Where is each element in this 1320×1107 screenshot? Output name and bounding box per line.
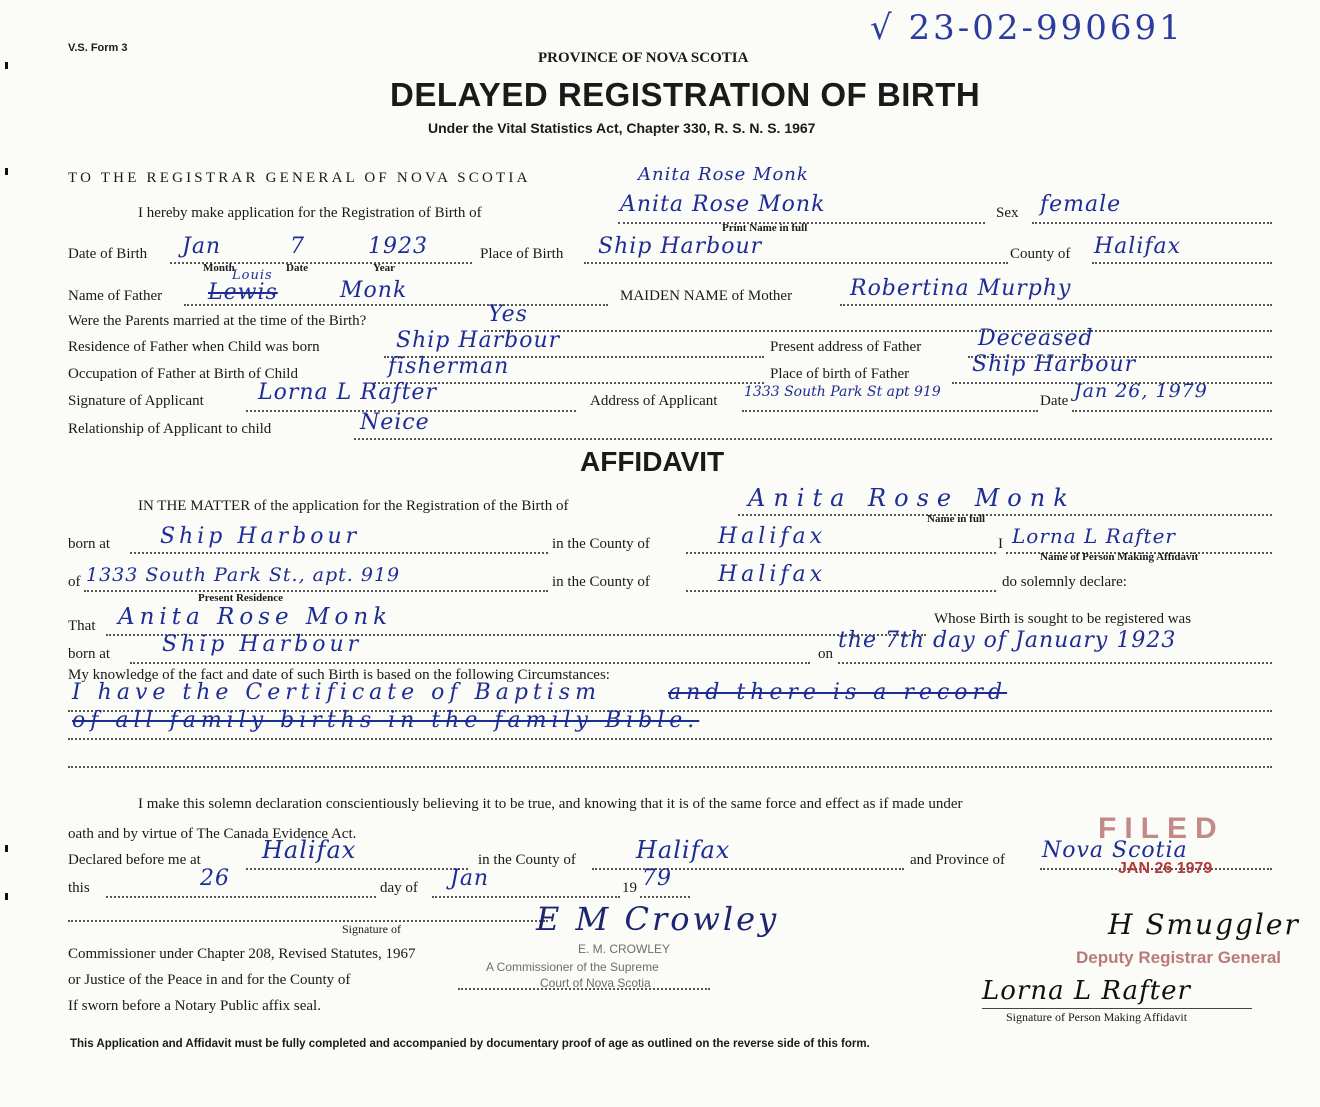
footer-note: This Application and Affidavit must be fully completed and accompanied by documentary proof of age as outlined on the reverse side of this form. — [70, 1038, 870, 1050]
dob-year: 1923 — [368, 234, 428, 259]
on-label: on — [818, 646, 833, 662]
month-line — [432, 896, 620, 898]
born-at-line-2 — [130, 662, 810, 664]
born-at-label: born at — [68, 536, 111, 552]
place-birth-label: Place of Birth — [480, 246, 564, 262]
to-registrar-line: TO THE REGISTRAR GENERAL OF NOVA SCOTIA — [68, 170, 531, 186]
printed-name: Anita Rose Monk — [638, 164, 809, 185]
circumstances-line-2 — [68, 738, 1272, 740]
person-caption: Name of Person Making Affidavit — [1040, 551, 1199, 563]
born-at-value-2: Ship Harbour — [162, 632, 363, 657]
print-name-caption: Print Name in full — [722, 222, 808, 234]
declared-at-line — [246, 868, 468, 870]
in-county-label: in the County of — [552, 536, 650, 552]
solemn-declaration-2: oath and by virtue of The Canada Evidence Act. — [68, 826, 357, 842]
married-line — [484, 330, 1272, 332]
that-name: Anita Rose Monk — [118, 604, 393, 630]
father-surname: Monk — [340, 278, 408, 303]
dob-month: Jan — [182, 234, 222, 259]
affidavit-child-name: Anita Rose Monk — [748, 484, 1076, 512]
affiant-caption: Signature of Person Making Affidavit — [1006, 1010, 1188, 1024]
father-label: Name of Father — [68, 288, 163, 304]
circumstances-struck-1: and there is a record — [668, 680, 1008, 705]
application-date: Jan 26, 1979 — [1074, 380, 1208, 402]
present-address-value: Deceased — [978, 326, 1094, 351]
present-address-label: Present address of Father — [770, 339, 922, 355]
signature-of-line — [68, 920, 548, 922]
margin-mark — [5, 845, 8, 852]
address-applicant-label: Address of Applicant — [590, 393, 718, 409]
registrar-signature: H Smuggler — [1108, 908, 1300, 941]
solemn-declaration-1: I make this solemn declaration conscientiously believing it to be true, and knowing that it is of the same force and effect as if made under — [138, 796, 963, 812]
dob-day: 7 — [290, 234, 305, 259]
knowledge-label: My knowledge of the fact and date of such Birth is based on the following Circumstances: — [68, 667, 610, 683]
circumstances-line-3 — [68, 766, 1272, 768]
residence-father-label: Residence of Father when Child was born — [68, 339, 320, 355]
date-line — [1072, 410, 1272, 412]
form-id: V.S. Form 3 — [68, 42, 128, 54]
year-prefix: 19 — [622, 880, 637, 896]
name-in-full-caption: Name in full — [927, 513, 986, 525]
address-applicant-line — [742, 410, 1038, 412]
born-at-label-2: born at — [68, 646, 111, 662]
page-title: DELAYED REGISTRATION OF BIRTH — [390, 76, 981, 113]
year-line — [640, 896, 690, 898]
margin-mark — [5, 62, 8, 69]
notary-label: If sworn before a Notary Public affix seal. — [68, 998, 321, 1014]
place-birth-value: Ship Harbour — [598, 234, 763, 259]
margin-mark — [5, 168, 8, 175]
dob-label: Date of Birth — [68, 246, 148, 262]
sex-label: Sex — [996, 205, 1019, 221]
declared-month: Jan — [450, 866, 490, 891]
declared-county-value: Halifax — [636, 836, 731, 864]
relationship-value: Neice — [360, 410, 430, 435]
commissioner-signature: E M Crowley — [536, 900, 780, 938]
affiant-name: Lorna L Rafter — [1012, 524, 1176, 548]
stamp-line-2: Court of Nova Scotia — [540, 976, 651, 990]
year-caption: Year — [373, 262, 395, 274]
file-number: √ 23-02-990691 — [870, 8, 1184, 48]
signature-of-label: Signature of — [342, 922, 401, 936]
place-birth-father-value: Ship Harbour — [972, 352, 1137, 377]
present-residence-caption: Present Residence — [198, 592, 284, 604]
affiant-residence: 1333 South Park St., apt. 919 — [86, 564, 401, 586]
declared-year: 79 — [642, 866, 672, 891]
relationship-label: Relationship of Applicant to child — [68, 421, 272, 437]
of-label: of — [68, 574, 81, 590]
month-caption: Month — [203, 262, 235, 274]
filed-stamp: FILED — [1098, 812, 1225, 845]
registrar-title: Deputy Registrar General — [1076, 948, 1282, 967]
this-label: this — [68, 880, 90, 896]
married-value: Yes — [488, 302, 528, 327]
relationship-line — [354, 438, 1272, 440]
application-statement: I hereby make application for the Registration of Birth of — [138, 205, 482, 221]
on-date-line — [838, 662, 1272, 664]
province-label: and Province of — [910, 852, 1005, 868]
declared-label: Declared before me at — [68, 852, 201, 868]
born-at-value: Ship Harbour — [160, 524, 361, 549]
stamp-name: E. M. CROWLEY — [578, 942, 671, 956]
circumstances-struck-2: of all family births in the family Bible. — [72, 708, 700, 733]
mother-line — [840, 304, 1272, 306]
province-heading: PROVINCE OF NOVA SCOTIA — [538, 50, 749, 66]
occupation-label: Occupation of Father at Birth of Child — [68, 366, 298, 382]
place-birth-father-label: Place of birth of Father — [770, 366, 910, 382]
affiant-signature: Lorna L Rafter — [982, 976, 1191, 1006]
affiant-signature-line — [982, 1008, 1252, 1009]
circumstances-text-1: I have the Certificate of Baptism — [72, 680, 601, 705]
residence-father-value: Ship Harbour — [396, 328, 561, 353]
day-of-label: day of — [380, 880, 418, 896]
declare-label: do solemnly declare: — [1002, 574, 1127, 590]
that-label: That — [68, 618, 96, 634]
county-line — [1092, 262, 1272, 264]
occupation-value: fisherman — [388, 354, 510, 379]
affidavit-heading: AFFIDAVIT — [580, 446, 725, 477]
signature-label: Signature of Applicant — [68, 393, 204, 409]
filed-date: JAN 26 1979 — [1118, 860, 1213, 877]
province-value: Nova Scotia — [1042, 838, 1188, 863]
father-struck-name: Lewis — [208, 280, 278, 305]
sex-line — [1032, 222, 1272, 224]
place-birth-line — [584, 262, 1008, 264]
commissioner-label: Commissioner under Chapter 208, Revised Statutes, 1967 — [68, 946, 416, 962]
justice-label: or Justice of the Peace in and for the County of — [68, 972, 351, 988]
child-name: Anita Rose Monk — [620, 192, 826, 217]
stamp-line-1: A Commissioner of the Supreme — [486, 960, 659, 974]
affidavit-county: Halifax — [718, 524, 827, 549]
in-county-line — [686, 552, 996, 554]
in-county-line-2 — [686, 590, 996, 592]
married-label: Were the Parents married at the time of the Birth? — [68, 313, 367, 329]
sex-value: female — [1040, 192, 1122, 217]
county-label: County of — [1010, 246, 1071, 262]
declared-county-label: in the County of — [478, 852, 576, 868]
father-correction: Louis — [232, 268, 273, 283]
date-caption: Date — [286, 262, 308, 274]
date-label: Date — [1040, 393, 1069, 409]
margin-mark — [5, 893, 8, 900]
in-county-label-2: in the County of — [552, 574, 650, 590]
born-at-line — [130, 552, 548, 554]
mother-value: Robertina Murphy — [850, 276, 1072, 301]
affiant-county: Halifax — [718, 562, 827, 587]
in-the-matter: IN THE MATTER of the application for the Registration of the Birth of — [138, 498, 569, 514]
applicant-signature: Lorna L Rafter — [258, 380, 437, 405]
declared-county-line — [592, 868, 904, 870]
i-label: I — [998, 536, 1003, 552]
affidavit-name-line — [738, 514, 1272, 516]
address-applicant-value: 1333 South Park St apt 919 — [744, 384, 941, 400]
residence-line — [84, 590, 548, 592]
whose-birth-label: Whose Birth is sought to be registered was — [934, 611, 1192, 627]
declared-day: 26 — [200, 866, 230, 891]
birth-date-text: the 7th day of January 1923 — [838, 628, 1177, 653]
mother-label: MAIDEN NAME of Mother — [620, 288, 793, 304]
declared-at-value: Halifax — [262, 836, 357, 864]
this-day-line — [106, 896, 376, 898]
county-value: Halifax — [1094, 234, 1182, 259]
page-subtitle: Under the Vital Statistics Act, Chapter 330, R. S. N. S. 1967 — [428, 120, 816, 136]
